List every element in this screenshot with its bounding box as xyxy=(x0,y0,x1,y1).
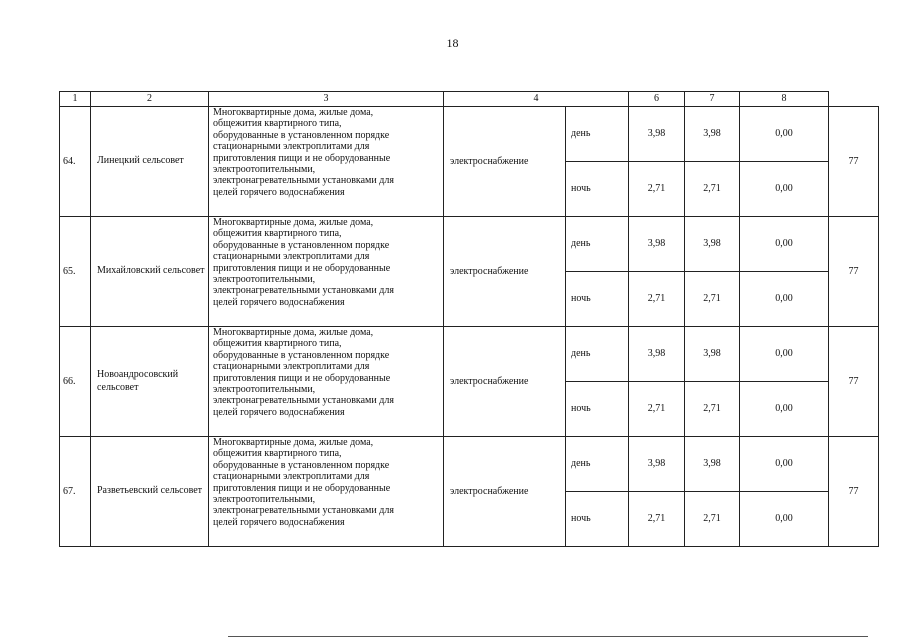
row-number: 66. xyxy=(60,327,91,437)
consumer-category-line: оборудованные в установленном порядке xyxy=(213,459,390,471)
consumer-category-line: стационарными электроплитами для xyxy=(213,251,370,263)
day-value-col6: 3,98 xyxy=(685,217,740,272)
table-row xyxy=(60,107,879,162)
header-row xyxy=(60,92,879,107)
row-number: 67. xyxy=(60,437,91,547)
day-value-col5: 3,98 xyxy=(629,327,685,382)
header-cell: 1 xyxy=(60,92,91,107)
consumer-category-line: общежития квартирного типа, xyxy=(213,118,342,130)
consumer-category-line: электроотопительными, xyxy=(213,274,316,286)
consumer-category-line: Многоквартирные дома, жилые дома, xyxy=(213,327,374,338)
night-value-col7: 0,00 xyxy=(740,162,829,217)
bottom-rule xyxy=(228,636,868,637)
period-label-night: ночь xyxy=(566,492,629,547)
consumer-category-line: общежития квартирного типа, xyxy=(213,338,342,350)
header-cell: 3 xyxy=(209,92,444,107)
night-value-col6: 2,71 xyxy=(685,382,740,437)
value-col8: 77 xyxy=(829,107,879,217)
service-type: электроснабжение xyxy=(444,107,566,217)
day-value-col7: 0,00 xyxy=(740,217,829,272)
period-label-day: день xyxy=(566,327,629,382)
header-cell: 2 xyxy=(91,92,209,107)
consumer-category-line: приготовления пищи и не оборудованные xyxy=(213,372,391,384)
night-value-col7: 0,00 xyxy=(740,382,829,437)
night-value-col5: 2,71 xyxy=(629,492,685,547)
value-col8: 77 xyxy=(829,327,879,437)
day-value-col6: 3,98 xyxy=(685,107,740,162)
night-value-col6: 2,71 xyxy=(685,272,740,327)
consumer-category-line: Многоквартирные дома, жилые дома, xyxy=(213,107,374,118)
consumer-category-line: электронагревательными установками для xyxy=(213,395,394,407)
consumer-category-line: приготовления пищи и не оборудованные xyxy=(213,262,391,274)
period-label-day: день xyxy=(566,437,629,492)
day-value-col5: 3,98 xyxy=(629,437,685,492)
period-label-night: ночь xyxy=(566,162,629,217)
day-value-col7: 0,00 xyxy=(740,107,829,162)
night-value-col7: 0,00 xyxy=(740,492,829,547)
service-type: электроснабжение xyxy=(444,327,566,437)
service-type: электроснабжение xyxy=(444,437,566,547)
night-value-col6: 2,71 xyxy=(685,492,740,547)
night-value-col5: 2,71 xyxy=(629,382,685,437)
consumer-category-line: электроотопительными, xyxy=(213,384,316,396)
consumer-category-line: электронагревательными установками для xyxy=(213,175,394,187)
consumer-category-line: Многоквартирные дома, жилые дома, xyxy=(213,437,374,448)
consumer-category-line: стационарными электроплитами для xyxy=(213,141,370,153)
table-body xyxy=(60,107,879,547)
consumer-category-line: электроотопительными, xyxy=(213,164,316,176)
consumer-category-line: общежития квартирного типа, xyxy=(213,448,342,460)
period-label-day: день xyxy=(566,217,629,272)
consumer-category-line: целей горячего водоснабжения xyxy=(213,296,345,308)
page-number: 18 xyxy=(446,36,459,50)
consumer-category-line: целей горячего водоснабжения xyxy=(213,186,345,198)
day-value-col6: 3,98 xyxy=(685,327,740,382)
header-cell: 7 xyxy=(685,92,740,107)
day-value-col7: 0,00 xyxy=(740,327,829,382)
settlement-name: Разветьевский сельсовет xyxy=(91,437,209,547)
consumer-category-line: стационарными электроплитами для xyxy=(213,471,370,483)
consumer-category-line: электроотопительными, xyxy=(213,494,316,506)
consumer-category-line: электронагревательными установками для xyxy=(213,285,394,297)
settlement-name: Линецкий сельсовет xyxy=(91,107,209,217)
consumer-category xyxy=(209,327,444,437)
settlement-name: Новоандросовский сельсовет xyxy=(91,327,209,437)
consumer-category xyxy=(209,217,444,327)
consumer-category xyxy=(209,107,444,217)
consumer-category-line: оборудованные в установленном порядке xyxy=(213,129,390,141)
consumer-category xyxy=(209,437,444,547)
table-row xyxy=(60,437,879,492)
value-col8: 77 xyxy=(829,217,879,327)
period-label-night: ночь xyxy=(566,272,629,327)
period-label-night: ночь xyxy=(566,382,629,437)
consumer-category-line: оборудованные в установленном порядке xyxy=(213,349,390,361)
day-value-col6: 3,98 xyxy=(685,437,740,492)
row-number: 65. xyxy=(60,217,91,327)
day-value-col5: 3,98 xyxy=(629,107,685,162)
header-cell: 4 xyxy=(444,92,629,107)
night-value-col6: 2,71 xyxy=(685,162,740,217)
value-col8: 77 xyxy=(829,437,879,547)
table-row xyxy=(60,217,879,272)
day-value-col5: 3,98 xyxy=(629,217,685,272)
night-value-col7: 0,00 xyxy=(740,272,829,327)
consumer-category-line: стационарными электроплитами для xyxy=(213,361,370,373)
consumer-category-line: оборудованные в установленном порядке xyxy=(213,239,390,251)
day-value-col7: 0,00 xyxy=(740,437,829,492)
consumer-category-line: приготовления пищи и не оборудованные xyxy=(213,152,391,164)
tariff-table xyxy=(59,91,879,547)
consumer-category-line: целей горячего водоснабжения xyxy=(213,516,345,528)
consumer-category-line: электронагревательными установками для xyxy=(213,505,394,517)
header-cell: 6 xyxy=(629,92,685,107)
service-type: электроснабжение xyxy=(444,217,566,327)
row-number: 64. xyxy=(60,107,91,217)
night-value-col5: 2,71 xyxy=(629,162,685,217)
table-row xyxy=(60,327,879,382)
consumer-category-line: приготовления пищи и не оборудованные xyxy=(213,482,391,494)
night-value-col5: 2,71 xyxy=(629,272,685,327)
consumer-category-line: общежития квартирного типа, xyxy=(213,228,342,240)
period-label-day: день xyxy=(566,107,629,162)
header-cell: 8 xyxy=(740,92,829,107)
consumer-category-line: целей горячего водоснабжения xyxy=(213,406,345,418)
settlement-name: Михайловский сельсовет xyxy=(91,217,209,327)
consumer-category-line: Многоквартирные дома, жилые дома, xyxy=(213,217,374,228)
